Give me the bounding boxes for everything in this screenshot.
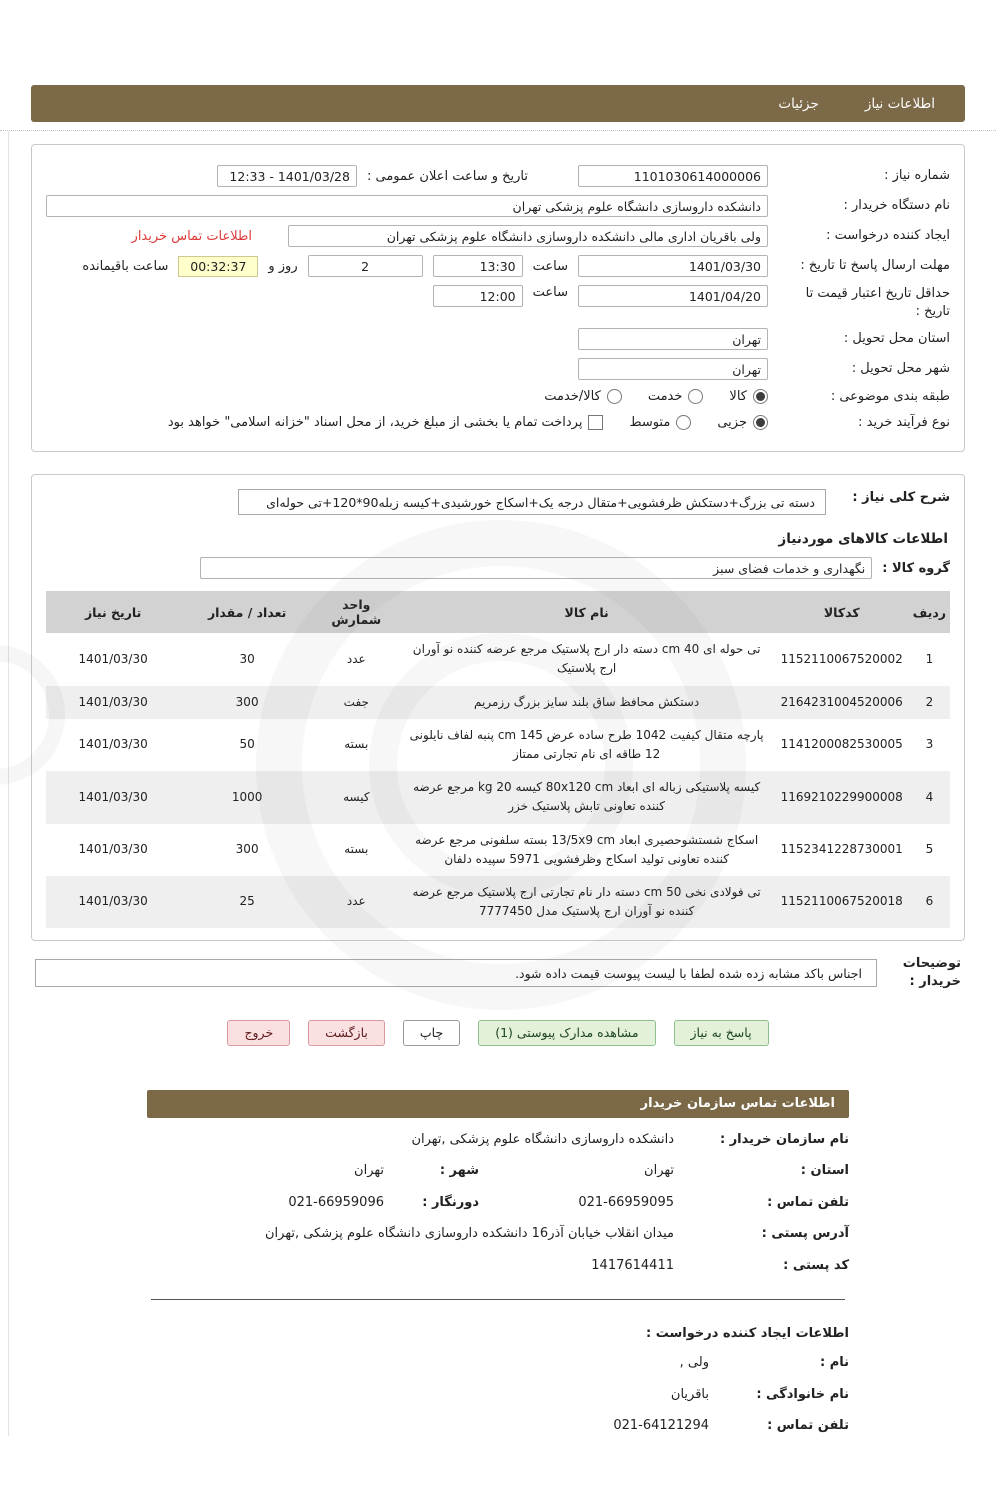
- subject-category-label: طبقه بندی موضوعی :: [830, 389, 950, 405]
- header-need-date: تاریخ نیاز: [46, 591, 180, 633]
- buyer-notes-row: [31, 955, 965, 991]
- process-type-options: [168, 415, 768, 430]
- cell-item-name: پارچه متقال کیفیت 1042 طرح ساده عرض 145 cm پنبه لفاف نایلونی 12 طاقه ای نام تجارتی ممتاز: [409, 727, 764, 761]
- creator-last-name-row: [147, 1385, 849, 1405]
- buyer-notes-label: توضیحات خریدار :: [902, 956, 961, 990]
- cell-item-code: 1141200082530005: [780, 737, 903, 752]
- org-fax-label: دورنگار :: [422, 1194, 479, 1210]
- cell-row-number: 6: [925, 894, 934, 909]
- header-tab-bar: [31, 85, 965, 122]
- cell-unit: کیسه: [343, 789, 370, 804]
- category-option-goods: [729, 389, 768, 404]
- header-item-name: نام کالا: [399, 591, 775, 633]
- price-validity-time-input[interactable]: [433, 285, 523, 307]
- category-service-label: خدمت: [647, 389, 683, 405]
- need-description-label: شرح کلی نیاز :: [852, 490, 950, 506]
- request-creator-input[interactable]: [288, 225, 768, 247]
- cell-unit: عدد: [346, 894, 366, 909]
- table-row: [46, 824, 950, 876]
- cell-quantity: 25: [239, 894, 255, 909]
- org-fax-value: 021-66959096: [288, 1194, 384, 1210]
- deadline-hour-label: ساعت: [532, 258, 568, 274]
- creator-phone-value: 021-64121294: [613, 1418, 709, 1434]
- org-address-row: [147, 1224, 849, 1244]
- org-phone-fax-row: [147, 1193, 849, 1213]
- cell-item-code: 1152110067520002: [780, 651, 903, 666]
- org-province-value: تهران: [644, 1163, 674, 1179]
- need-number-label: شماره نیاز :: [884, 168, 950, 184]
- top-divider: [0, 130, 996, 131]
- price-validity-date-input[interactable]: [578, 285, 768, 307]
- header-unit: واحد شمارش: [314, 591, 399, 633]
- table-row: [46, 771, 950, 823]
- org-name-label: نام سازمان خریدار :: [719, 1131, 849, 1147]
- view-attachments-button[interactable]: مشاهده مدارک پیوستی (1): [478, 1020, 655, 1046]
- cell-need-date: 1401/03/30: [78, 737, 148, 752]
- cell-quantity: 300: [235, 694, 259, 709]
- table-row: [46, 633, 950, 685]
- org-phone-label: تلفن تماس :: [767, 1194, 849, 1210]
- countdown-timer: 00:32:37: [178, 256, 258, 277]
- cell-row-number: 4: [925, 789, 934, 804]
- tab-details[interactable]: جزئیات: [778, 95, 819, 112]
- process-medium-label: متوسط: [629, 414, 671, 430]
- creator-first-name-value: ولی ,: [679, 1355, 709, 1371]
- reply-deadline-time-input[interactable]: [433, 255, 523, 277]
- delivery-province-row: [46, 328, 950, 350]
- creator-first-name-label: نام :: [819, 1355, 849, 1371]
- cell-quantity: 50: [239, 737, 255, 752]
- subject-category-row: [46, 388, 950, 406]
- delivery-city-row: [46, 358, 950, 380]
- subject-category-options: [544, 389, 768, 404]
- reply-deadline-label: مهلت ارسال پاسخ تا تاریخ :: [800, 258, 950, 274]
- cell-need-date: 1401/03/30: [78, 651, 148, 666]
- items-section-title: اطلاعات کالاهای موردنیاز: [778, 531, 948, 548]
- price-validity-row: [46, 285, 950, 320]
- category-service-radio[interactable]: [688, 389, 703, 404]
- creator-phone-row: [147, 1416, 849, 1436]
- delivery-province-input[interactable]: [578, 328, 768, 350]
- cell-need-date: 1401/03/30: [78, 842, 148, 857]
- buyer-org-label: نام دستگاه خریدار :: [843, 198, 950, 214]
- exit-button[interactable]: خروج: [227, 1020, 290, 1046]
- creator-last-name-value: باقریان: [670, 1386, 709, 1402]
- org-postal-label: کد پستی :: [783, 1257, 849, 1273]
- page: [0, 85, 996, 1436]
- org-province-label: استان :: [800, 1163, 849, 1179]
- cell-item-code: 1152110067520018: [780, 894, 903, 909]
- org-address-label: آدرس پستی :: [761, 1226, 849, 1242]
- treasury-note-label: پرداخت تمام یا بخشی از مبلغ خرید، از محل اسناد "خزانه اسلامی" خواهد بود: [167, 414, 583, 430]
- header-row-number: ردیف: [909, 591, 950, 633]
- cell-item-code: 1152341228730001: [780, 842, 903, 857]
- category-option-goods-service: [544, 389, 622, 404]
- org-postal-value: 1417614411: [591, 1257, 674, 1273]
- delivery-city-input[interactable]: [578, 358, 768, 380]
- need-number-row: [46, 165, 950, 187]
- cell-item-code: 2164231004520006: [780, 694, 903, 709]
- org-city-value: تهران: [354, 1163, 384, 1179]
- process-option-minor: [717, 415, 768, 430]
- goods-group-label: گروه کالا :: [882, 560, 950, 576]
- org-province-city-row: [147, 1161, 849, 1181]
- category-goods-label: کالا: [729, 389, 747, 405]
- category-option-service: [648, 389, 704, 404]
- process-option-medium: [629, 415, 691, 430]
- section-divider: [151, 1299, 845, 1300]
- category-goods-service-label: کالا/خدمت: [544, 389, 601, 405]
- table-row: [46, 686, 950, 719]
- need-summary-panel: [31, 144, 965, 452]
- buyer-org-contact-section: [147, 1090, 849, 1436]
- cell-unit: بسته: [344, 737, 369, 752]
- org-phone-value: 021-66959095: [578, 1194, 674, 1210]
- treasury-option: [168, 415, 604, 430]
- cell-row-number: 1: [925, 651, 934, 666]
- process-minor-label: جزیی: [717, 414, 747, 430]
- table-row: [46, 719, 950, 771]
- process-type-label: نوع فرآیند خرید :: [858, 414, 950, 430]
- buyer-notes-box: اجناس باکد مشابه زده شده لطفا با لیست پیوست قیمت داده شود.: [35, 959, 877, 987]
- creator-phone-label: تلفن تماس :: [767, 1418, 849, 1434]
- reply-deadline-date-input[interactable]: [578, 255, 768, 277]
- creator-last-name-label: نام خانوادگی :: [756, 1386, 849, 1402]
- cell-row-number: 2: [925, 694, 934, 709]
- org-postal-row: [147, 1256, 849, 1276]
- tab-need-info[interactable]: اطلاعات نیاز: [864, 95, 935, 112]
- items-table-header-row: [46, 591, 950, 633]
- process-medium-radio[interactable]: [676, 415, 691, 430]
- header-quantity: تعداد / مقدار: [180, 591, 314, 633]
- delivery-city-label: شهر محل تحویل :: [851, 361, 950, 377]
- need-description-row: [46, 489, 950, 515]
- request-creator-row: [46, 225, 950, 247]
- cell-item-code: 1169210229900008: [780, 789, 903, 804]
- category-goods-radio[interactable]: [753, 389, 768, 404]
- reply-deadline-row: [46, 255, 950, 277]
- need-description-box: دسته تی بزرگ+دستکش ظرفشویی+متقال درجه یک+اسکاج خورشیدی+کیسه زبله90*120+تی حوله‌ای: [238, 489, 826, 515]
- validity-hour-label: ساعت: [532, 285, 568, 300]
- process-minor-radio[interactable]: [753, 415, 768, 430]
- goods-group-row: [46, 557, 950, 579]
- cell-item-name: دستکش محافظ ساق بلند سایز بزرگ رزمریم: [474, 694, 700, 709]
- buyer-org-row: [46, 195, 950, 217]
- cell-quantity: 30: [239, 651, 255, 666]
- org-name-value: دانشکده داروسازی دانشگاه علوم پزشکی ,تهران: [411, 1131, 674, 1147]
- cell-item-name: اسکاج شستشوحصیری ابعاد 13/5x9 cm بسته سلفونی مرجع عرضه کننده تعاونی تولید اسکاج وظرفشویی 5971 سپیده دلفان: [415, 832, 759, 866]
- need-number-input[interactable]: [578, 165, 768, 187]
- buyer-org-input[interactable]: [46, 195, 768, 217]
- creator-first-name-row: [147, 1353, 849, 1373]
- delivery-province-label: استان محل تحویل :: [843, 331, 950, 347]
- cell-need-date: 1401/03/30: [78, 694, 148, 709]
- cell-unit: بسته: [344, 842, 369, 857]
- org-name-row: [147, 1130, 849, 1150]
- cell-unit: جفت: [343, 694, 369, 709]
- days-and-label: روز و: [268, 258, 298, 274]
- table-row: [46, 876, 950, 928]
- request-creator-label: ایجاد کننده درخواست :: [826, 228, 950, 244]
- hours-remaining-label: ساعت باقیمانده: [82, 258, 169, 274]
- price-validity-label: حداقل تاریخ اعتبار قیمت تا تاریخ :: [805, 286, 950, 319]
- cell-row-number: 5: [925, 842, 934, 857]
- cell-need-date: 1401/03/30: [78, 789, 148, 804]
- cell-unit: عدد: [346, 651, 366, 666]
- buyer-org-contact-title: اطلاعات تماس سازمان خریدار: [640, 1096, 835, 1112]
- treasury-checkbox[interactable]: [588, 415, 603, 430]
- reply-to-need-button[interactable]: پاسخ به نیاز: [674, 1020, 769, 1046]
- remaining-days-input[interactable]: [308, 255, 423, 277]
- announce-datetime-label: تاریخ و ساعت اعلان عمومی :: [366, 168, 528, 184]
- print-button[interactable]: چاپ: [403, 1020, 460, 1046]
- cell-item-name: کیسه پلاستیکی زباله ای ابعاد 80x120 cm کیسه 20 kg مرجع عرضه کننده تعاونی تابش پلاستیک خزر: [413, 780, 761, 814]
- announce-datetime-input[interactable]: [217, 165, 357, 187]
- process-type-row: [46, 414, 950, 432]
- buyer-contact-link[interactable]: اطلاعات تماس خریدار: [131, 228, 252, 244]
- header-item-code: کدکالا: [775, 591, 909, 633]
- category-goods-service-radio[interactable]: [607, 389, 622, 404]
- org-address-value: میدان انقلاب خیابان آذر16 دانشکده داروسازی دانشگاه علوم پزشکی ,تهران: [265, 1226, 674, 1242]
- left-divider: [8, 131, 9, 1436]
- request-creator-section-title: اطلاعات ایجاد کننده درخواست :: [646, 1326, 849, 1342]
- goods-group-input[interactable]: [200, 557, 872, 579]
- cell-need-date: 1401/03/30: [78, 894, 148, 909]
- org-city-label: شهر :: [439, 1163, 479, 1179]
- buyer-org-contact-title-bar: [147, 1090, 849, 1118]
- cell-item-name: تی حوله ای 40 cm دسته دار ارج پلاستیک مرجع عرضه کننده نو آوران ارج پلاستیک: [412, 642, 761, 676]
- cell-quantity: 1000: [231, 789, 263, 804]
- cell-row-number: 3: [925, 737, 934, 752]
- back-button[interactable]: بازگشت: [308, 1020, 385, 1046]
- cell-item-name: تی فولادی نخی 50 cm دسته دار نام تجارتی ارج پلاستیک مرجع عرضه کننده نو آوران ارج پلاستیک مدل 7777450: [412, 884, 761, 919]
- action-buttons-row: [31, 1020, 965, 1046]
- cell-quantity: 300: [235, 842, 259, 857]
- items-table: [46, 591, 950, 928]
- need-items-panel: [31, 474, 965, 941]
